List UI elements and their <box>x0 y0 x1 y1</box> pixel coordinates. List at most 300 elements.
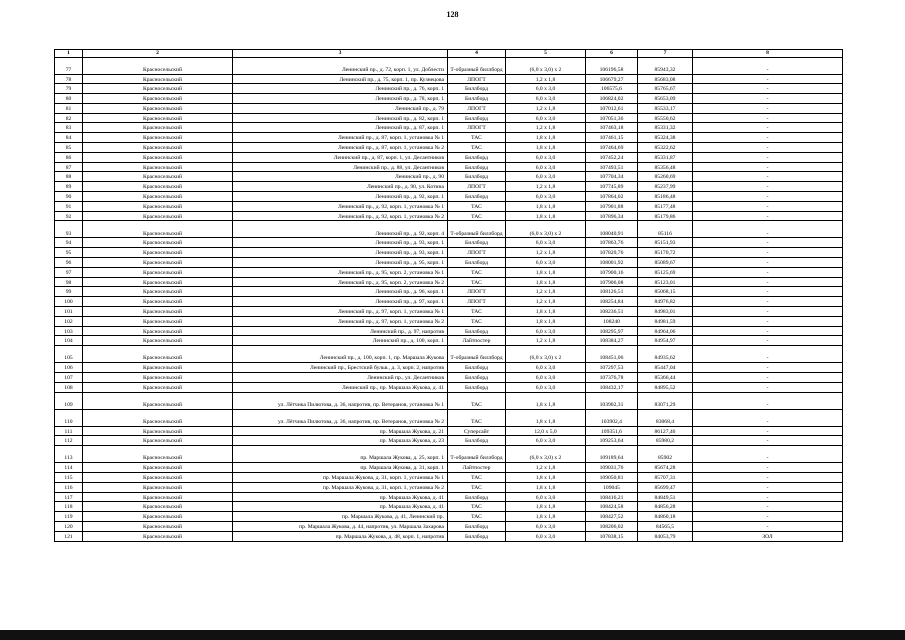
coord-y-cell: 85116 <box>638 221 693 238</box>
address-cell: Ленинский пр., д. 87, корп. 1 <box>233 123 448 133</box>
coord-x-cell: 103902,4 <box>586 409 638 426</box>
note-cell: - <box>693 473 843 483</box>
coord-x-cell: 107901,88 <box>586 201 638 211</box>
size-cell: 1,8 х 1,8 <box>506 392 586 409</box>
coord-y-cell: 85447,04 <box>638 363 693 373</box>
district-cell: Красносельский <box>83 123 233 133</box>
address-cell: пр. Маршала Жукова, д. 44, напротив, ул. Маршала Захарова <box>233 521 448 531</box>
coord-y-cell: 85533,17 <box>638 103 693 113</box>
coord-y-cell: 84964,06 <box>638 326 693 336</box>
note-cell: - <box>693 201 843 211</box>
coord-x-cell: 108451,06 <box>586 346 638 363</box>
address-cell: Ленинский пр., д. 93, корп. 1 <box>233 238 448 248</box>
row-number: 111 <box>55 426 83 436</box>
note-cell: - <box>693 221 843 238</box>
district-cell: Красносельский <box>83 103 233 113</box>
district-cell: Красносельский <box>83 133 233 143</box>
structure-type-cell: ЛПОГТ <box>448 74 506 84</box>
coord-y-cell: 84983,01 <box>638 307 693 317</box>
table-row <box>55 446 843 463</box>
district-cell: Красносельский <box>83 192 233 202</box>
address-cell: Ленинский пр., д. 72, корп. 1, ул. Доблести <box>233 57 448 74</box>
address-cell: Ленинский пр., д. 90, ул. Котина <box>233 182 448 192</box>
size-cell: 1,2 х 1,8 <box>506 103 586 113</box>
coord-x-cell: 109031,76 <box>586 463 638 473</box>
table-row <box>55 473 843 483</box>
coord-x-cell: 109351,6 <box>586 426 638 436</box>
size-cell: 6,0 х 3,0 <box>506 84 586 94</box>
table-row <box>55 492 843 502</box>
district-cell: Красносельский <box>83 267 233 277</box>
address-cell: Ленинский пр., д. 93, корп. 1 <box>233 248 448 258</box>
row-number: 108 <box>55 382 83 392</box>
coord-y-cell: 85674,28 <box>638 463 693 473</box>
note-cell: - <box>693 363 843 373</box>
row-number: 99 <box>55 287 83 297</box>
column-header: 5 <box>506 50 586 58</box>
table-row <box>55 436 843 446</box>
structure-type-cell: Биллборд <box>448 94 506 104</box>
table-row <box>55 133 843 143</box>
coord-y-cell: 86127,46 <box>638 426 693 436</box>
address-cell: пр. Маршала Жукова, д. 31, корп. 1, установка № 1 <box>233 473 448 483</box>
district-cell: Красносельский <box>83 307 233 317</box>
note-cell: - <box>693 172 843 182</box>
address-cell: Ленинский пр., д. 96, корп. 1 <box>233 287 448 297</box>
district-cell: Красносельский <box>83 316 233 326</box>
table-row <box>55 482 843 492</box>
row-number: 101 <box>55 307 83 317</box>
coord-x-cell: 107906,08 <box>586 277 638 287</box>
note-cell: - <box>693 113 843 123</box>
note-cell: - <box>693 316 843 326</box>
size-cell: 6,0 х 3,0 <box>506 492 586 502</box>
structure-type-cell: Биллборд <box>448 531 506 541</box>
address-cell: Ленинский пр., д. 82, корп. 1 <box>233 113 448 123</box>
district-cell: Красносельский <box>83 346 233 363</box>
coord-x-cell: 106679,27 <box>586 74 638 84</box>
coord-y-cell: 83068,4 <box>638 409 693 426</box>
coord-y-cell: 85902 <box>638 446 693 463</box>
note-cell: - <box>693 512 843 522</box>
structure-type-cell: ТАС <box>448 267 506 277</box>
size-cell: 1,8 х 1,8 <box>506 211 586 221</box>
address-cell: пр. Маршала Жукова, д. 41 <box>233 502 448 512</box>
note-cell: - <box>693 446 843 463</box>
size-cell: 6,0 х 3,0 <box>506 113 586 123</box>
table-row <box>55 258 843 268</box>
address-cell: Ленинский пр., д. 92, корп. 1, установка № 2 <box>233 211 448 221</box>
address-cell: Ленинский пр., д. 97, корп. 1 <box>233 297 448 307</box>
coord-x-cell: 108384,27 <box>586 336 638 346</box>
row-number: 113 <box>55 446 83 463</box>
size-cell: 1,2 х 1,8 <box>506 287 586 297</box>
structure-type-cell: ТАС <box>448 307 506 317</box>
size-cell: 6,0 х 3,0 <box>506 152 586 162</box>
coord-x-cell: 107864,02 <box>586 192 638 202</box>
row-number: 105 <box>55 346 83 363</box>
structure-type-cell: ТАС <box>448 392 506 409</box>
size-cell: 1,2 х 1,8 <box>506 336 586 346</box>
size-cell: 12,0 х 5,0 <box>506 426 586 436</box>
row-number: 84 <box>55 133 83 143</box>
row-number: 88 <box>55 172 83 182</box>
size-cell: 1,8 х 1,8 <box>506 502 586 512</box>
size-cell: 6,0 х 3,0 <box>506 363 586 373</box>
coord-x-cell: 108432,17 <box>586 382 638 392</box>
table-row <box>55 326 843 336</box>
district-cell: Красносельский <box>83 326 233 336</box>
district-cell: Красносельский <box>83 409 233 426</box>
note-cell: - <box>693 57 843 74</box>
note-cell: - <box>693 373 843 383</box>
coord-y-cell: 85123,01 <box>638 277 693 287</box>
coord-x-cell: 108427,52 <box>586 512 638 522</box>
structure-type-cell: ЛПОГТ <box>448 287 506 297</box>
row-number: 114 <box>55 463 83 473</box>
district-cell: Красносельский <box>83 143 233 153</box>
address-cell: Ленинский пр., д. 88, ул. Десантников <box>233 162 448 172</box>
structure-type-cell: Лайтпостер <box>448 463 506 473</box>
structure-type-cell: Биллборд <box>448 192 506 202</box>
note-cell: - <box>693 152 843 162</box>
address-cell: Ленинский пр., пр. Маршала Жукова, д. 41 <box>233 382 448 392</box>
structure-type-cell: Биллборд <box>448 326 506 336</box>
table-row <box>55 316 843 326</box>
address-cell: Ленинский пр., д. 100, корп. 1 <box>233 336 448 346</box>
size-cell: 1,2 х 1,8 <box>506 463 586 473</box>
coord-x-cell: 103902,31 <box>586 392 638 409</box>
coord-y-cell: 84954,97 <box>638 336 693 346</box>
structure-type-cell: Биллборд <box>448 172 506 182</box>
structure-type-cell: Биллборд <box>448 152 506 162</box>
structure-type-cell: ТАС <box>448 201 506 211</box>
size-cell: 6,0 х 3,0 <box>506 172 586 182</box>
address-cell: пр. Маршала Жукова, д. 48, корп. 1, напротив <box>233 531 448 541</box>
structure-type-cell: Т-образный биллборд <box>448 221 506 238</box>
coord-x-cell: 107012,61 <box>586 103 638 113</box>
table-row <box>55 287 843 297</box>
table-row <box>55 211 843 221</box>
structure-type-cell: Биллборд <box>448 492 506 502</box>
district-cell: Красносельский <box>83 463 233 473</box>
coord-x-cell: 107820,76 <box>586 248 638 258</box>
coord-y-cell: 85765,67 <box>638 84 693 94</box>
district-cell: Красносельский <box>83 512 233 522</box>
structure-type-cell: ЛПОГТ <box>448 248 506 258</box>
note-cell: - <box>693 103 843 113</box>
coord-x-cell: 108416,21 <box>586 492 638 502</box>
row-number: 98 <box>55 277 83 287</box>
district-cell: Красносельский <box>83 363 233 373</box>
note-cell: - <box>693 482 843 492</box>
coord-x-cell: 107900,16 <box>586 267 638 277</box>
address-cell: Ленинский пр., ул. Десантников <box>233 373 448 383</box>
row-number: 121 <box>55 531 83 541</box>
coord-x-cell: 108240 <box>586 316 638 326</box>
district-cell: Красносельский <box>83 373 233 383</box>
district-cell: Красносельский <box>83 162 233 172</box>
coord-y-cell: 83071,29 <box>638 392 693 409</box>
coord-x-cell: 107863,76 <box>586 238 638 248</box>
coord-x-cell: 109045 <box>586 482 638 492</box>
table-row <box>55 267 843 277</box>
size-cell: 6,0 х 3,0 <box>506 382 586 392</box>
structure-type-cell: ЛПОГТ <box>448 182 506 192</box>
row-number: 90 <box>55 192 83 202</box>
coord-x-cell: 108295,97 <box>586 326 638 336</box>
size-cell: (6,0 х 3,0) х 2 <box>506 446 586 463</box>
size-cell: 6,0 х 3,0 <box>506 94 586 104</box>
table-row <box>55 182 843 192</box>
coord-x-cell: 108424,58 <box>586 502 638 512</box>
coord-x-cell: 107461,15 <box>586 133 638 143</box>
address-cell: Ленинский пр., д. 79 <box>233 103 448 113</box>
district-cell: Красносельский <box>83 152 233 162</box>
table-row <box>55 392 843 409</box>
coord-y-cell: 84849,51 <box>638 492 693 502</box>
district-cell: Красносельский <box>83 521 233 531</box>
row-number: 87 <box>55 162 83 172</box>
district-cell: Красносельский <box>83 502 233 512</box>
note-cell: - <box>693 267 843 277</box>
note-cell: - <box>693 336 843 346</box>
district-cell: Красносельский <box>83 277 233 287</box>
coord-x-cell: 107051,36 <box>586 113 638 123</box>
address-cell: Ленинский пр., д. 75, корп. 1, пр. Кузнецова <box>233 74 448 84</box>
coord-y-cell: 85943,32 <box>638 57 693 74</box>
note-cell: - <box>693 192 843 202</box>
address-cell: пр. Маршала Жукова, д. 25, корп. 1 <box>233 446 448 463</box>
note-cell: - <box>693 409 843 426</box>
row-number: 80 <box>55 94 83 104</box>
district-cell: Красносельский <box>83 94 233 104</box>
row-number: 118 <box>55 502 83 512</box>
size-cell: 1,8 х 1,8 <box>506 307 586 317</box>
structure-type-cell: Т-образный биллборд <box>448 446 506 463</box>
structure-type-cell: Лайтпостер <box>448 336 506 346</box>
structure-type-cell: ТАС <box>448 143 506 153</box>
structure-type-cell: ТАС <box>448 133 506 143</box>
district-cell: Красносельский <box>83 258 233 268</box>
table-row <box>55 123 843 133</box>
row-number: 93 <box>55 221 83 238</box>
coord-y-cell: 85324,38 <box>638 133 693 143</box>
note-cell: ЗОЛ <box>693 531 843 541</box>
note-cell: - <box>693 492 843 502</box>
coord-y-cell: 85550,62 <box>638 113 693 123</box>
size-cell: 6,0 х 3,0 <box>506 258 586 268</box>
coord-y-cell: 85237,99 <box>638 182 693 192</box>
structure-type-cell: Биллборд <box>448 84 506 94</box>
coord-y-cell: 85151,93 <box>638 238 693 248</box>
table-row <box>55 221 843 238</box>
coord-y-cell: 84981,59 <box>638 316 693 326</box>
coord-y-cell: 85260,69 <box>638 172 693 182</box>
column-header: 1 <box>55 50 83 58</box>
row-number: 102 <box>55 316 83 326</box>
row-number: 95 <box>55 248 83 258</box>
address-cell: ул. Лётчика Пилютова, д. 36, напротив, пр. Ветеранов, установка № 1 <box>233 392 448 409</box>
row-number: 89 <box>55 182 83 192</box>
size-cell: 6,0 х 3,0 <box>506 531 586 541</box>
coord-x-cell: 108001,92 <box>586 258 638 268</box>
coord-y-cell: 85683,08 <box>638 74 693 84</box>
district-cell: Красносельский <box>83 531 233 541</box>
coord-y-cell: 85707,31 <box>638 473 693 483</box>
coord-x-cell: 107838,15 <box>586 531 638 541</box>
address-cell: Ленинский пр., д. 87, корп. 1, ул. Десантников <box>233 152 448 162</box>
address-cell: пр. Маршала Жукова, д. 23 <box>233 436 448 446</box>
note-cell: - <box>693 162 843 172</box>
note-cell: - <box>693 436 843 446</box>
row-number: 116 <box>55 482 83 492</box>
column-header: 6 <box>586 50 638 58</box>
structure-type-cell: ТАС <box>448 512 506 522</box>
size-cell: 6,0 х 3,0 <box>506 521 586 531</box>
coord-x-cell: 109253,64 <box>586 436 638 446</box>
table-row <box>55 531 843 541</box>
coord-y-cell: 85366,44 <box>638 373 693 383</box>
row-number: 106 <box>55 363 83 373</box>
coord-y-cell: 84895,52 <box>638 382 693 392</box>
row-number: 82 <box>55 113 83 123</box>
table-row <box>55 521 843 531</box>
row-number: 100 <box>55 297 83 307</box>
coord-y-cell: 84976,82 <box>638 297 693 307</box>
structure-type-cell: ЛПОГТ <box>448 103 506 113</box>
coord-y-cell: 85179,86 <box>638 211 693 221</box>
coord-y-cell: 85980,2 <box>638 436 693 446</box>
size-cell: (6,0 х 3,0) х 2 <box>506 57 586 74</box>
address-cell: пр. Маршала Жукова, д. 41 <box>233 492 448 502</box>
size-cell: 1,8 х 1,8 <box>506 316 586 326</box>
note-cell: - <box>693 346 843 363</box>
table-row <box>55 94 843 104</box>
size-cell: 1,8 х 1,8 <box>506 473 586 483</box>
structure-type-cell: Биллборд <box>448 436 506 446</box>
coord-x-cell: 107745,89 <box>586 182 638 192</box>
address-cell: Ленинский пр., д. 95, корп. 2, установка № 2 <box>233 277 448 287</box>
row-number: 104 <box>55 336 83 346</box>
coord-x-cell: 108254,84 <box>586 297 638 307</box>
district-cell: Красносельский <box>83 248 233 258</box>
address-cell: ул. Лётчика Пилютова, д. 36, напротив, пр. Ветеранов, установка № 2 <box>233 409 448 426</box>
size-cell: 6,0 х 3,0 <box>506 192 586 202</box>
table-row <box>55 336 843 346</box>
note-cell: - <box>693 123 843 133</box>
coord-y-cell: 85068,15 <box>638 287 693 297</box>
coord-x-cell: 107493,51 <box>586 162 638 172</box>
district-cell: Красносельский <box>83 473 233 483</box>
table-row <box>55 172 843 182</box>
address-cell: Ленинский пр., д. 97, корп. 1, установка № 1 <box>233 307 448 317</box>
table-row <box>55 143 843 153</box>
size-cell: 1,2 х 1,8 <box>506 297 586 307</box>
address-cell: пр. Маршала Жукова, д. 41, Ленинский пр. <box>233 512 448 522</box>
table-row <box>55 297 843 307</box>
table-row <box>55 373 843 383</box>
district-cell: Красносельский <box>83 426 233 436</box>
coord-y-cell: 84565,5 <box>638 521 693 531</box>
structure-type-cell: Т-образный биллборд <box>448 57 506 74</box>
table-row <box>55 201 843 211</box>
size-cell: 1,2 х 1,8 <box>506 248 586 258</box>
district-cell: Красносельский <box>83 84 233 94</box>
row-number: 109 <box>55 392 83 409</box>
district-cell: Красносельский <box>83 336 233 346</box>
address-cell: Ленинский пр., д. 95, корп. 2, установка № 1 <box>233 267 448 277</box>
coord-y-cell: 85699,47 <box>638 482 693 492</box>
size-cell: 1,2 х 1,8 <box>506 182 586 192</box>
coord-x-cell: 106196,58 <box>586 57 638 74</box>
row-number: 107 <box>55 373 83 383</box>
size-cell: 1,8 х 1,8 <box>506 201 586 211</box>
table-row <box>55 103 843 113</box>
note-cell: - <box>693 84 843 94</box>
structure-type-cell: ТАС <box>448 473 506 483</box>
coord-y-cell: 85356,48 <box>638 162 693 172</box>
coord-y-cell: 85125,69 <box>638 267 693 277</box>
note-cell: - <box>693 258 843 268</box>
coord-x-cell: 107297,53 <box>586 363 638 373</box>
structure-type-cell: Биллборд <box>448 382 506 392</box>
coord-y-cell: 85322,62 <box>638 143 693 153</box>
note-cell: - <box>693 502 843 512</box>
coord-x-cell: 108236,51 <box>586 307 638 317</box>
district-cell: Красносельский <box>83 172 233 182</box>
table-row <box>55 162 843 172</box>
row-number: 91 <box>55 201 83 211</box>
coord-y-cell: 85653,09 <box>638 94 693 104</box>
structure-type-cell: Биллборд <box>448 238 506 248</box>
coord-y-cell: 85186,48 <box>638 192 693 202</box>
address-cell: Ленинский пр., д. 92, корп. 1, установка № 1 <box>233 201 448 211</box>
coord-y-cell: 84053,79 <box>638 531 693 541</box>
address-cell: Ленинский пр., Брестский бульв., д. 3, корп. 2, напротив <box>233 363 448 373</box>
table-row <box>55 74 843 84</box>
table-row <box>55 152 843 162</box>
table-row <box>55 277 843 287</box>
coord-y-cell: 84935,62 <box>638 346 693 363</box>
size-cell: 6,0 х 3,0 <box>506 436 586 446</box>
coord-x-cell: 107376,78 <box>586 373 638 383</box>
size-cell: 1,8 х 1,8 <box>506 143 586 153</box>
note-cell: - <box>693 392 843 409</box>
coord-x-cell: 106824,02 <box>586 94 638 104</box>
district-cell: Красносельский <box>83 113 233 123</box>
coord-x-cell: 109050,81 <box>586 473 638 483</box>
coord-x-cell: 108040,91 <box>586 221 638 238</box>
address-cell: пр. Маршала Жукова, д. 21 <box>233 426 448 436</box>
column-header: 2 <box>83 50 233 58</box>
coord-x-cell: 108206,02 <box>586 521 638 531</box>
structure-type-cell: Биллборд <box>448 258 506 268</box>
structure-type-cell: ТАС <box>448 277 506 287</box>
structure-type-cell: ЛПОГТ <box>448 297 506 307</box>
district-cell: Красносельский <box>83 221 233 238</box>
row-number: 85 <box>55 143 83 153</box>
column-header: 8 <box>693 50 843 58</box>
district-cell: Красносельский <box>83 57 233 74</box>
size-cell: 1,8 х 1,8 <box>506 512 586 522</box>
note-cell: - <box>693 382 843 392</box>
table-row <box>55 502 843 512</box>
table-row <box>55 346 843 363</box>
structure-type-cell: Биллборд <box>448 363 506 373</box>
table-row <box>55 84 843 94</box>
note-cell: - <box>693 297 843 307</box>
